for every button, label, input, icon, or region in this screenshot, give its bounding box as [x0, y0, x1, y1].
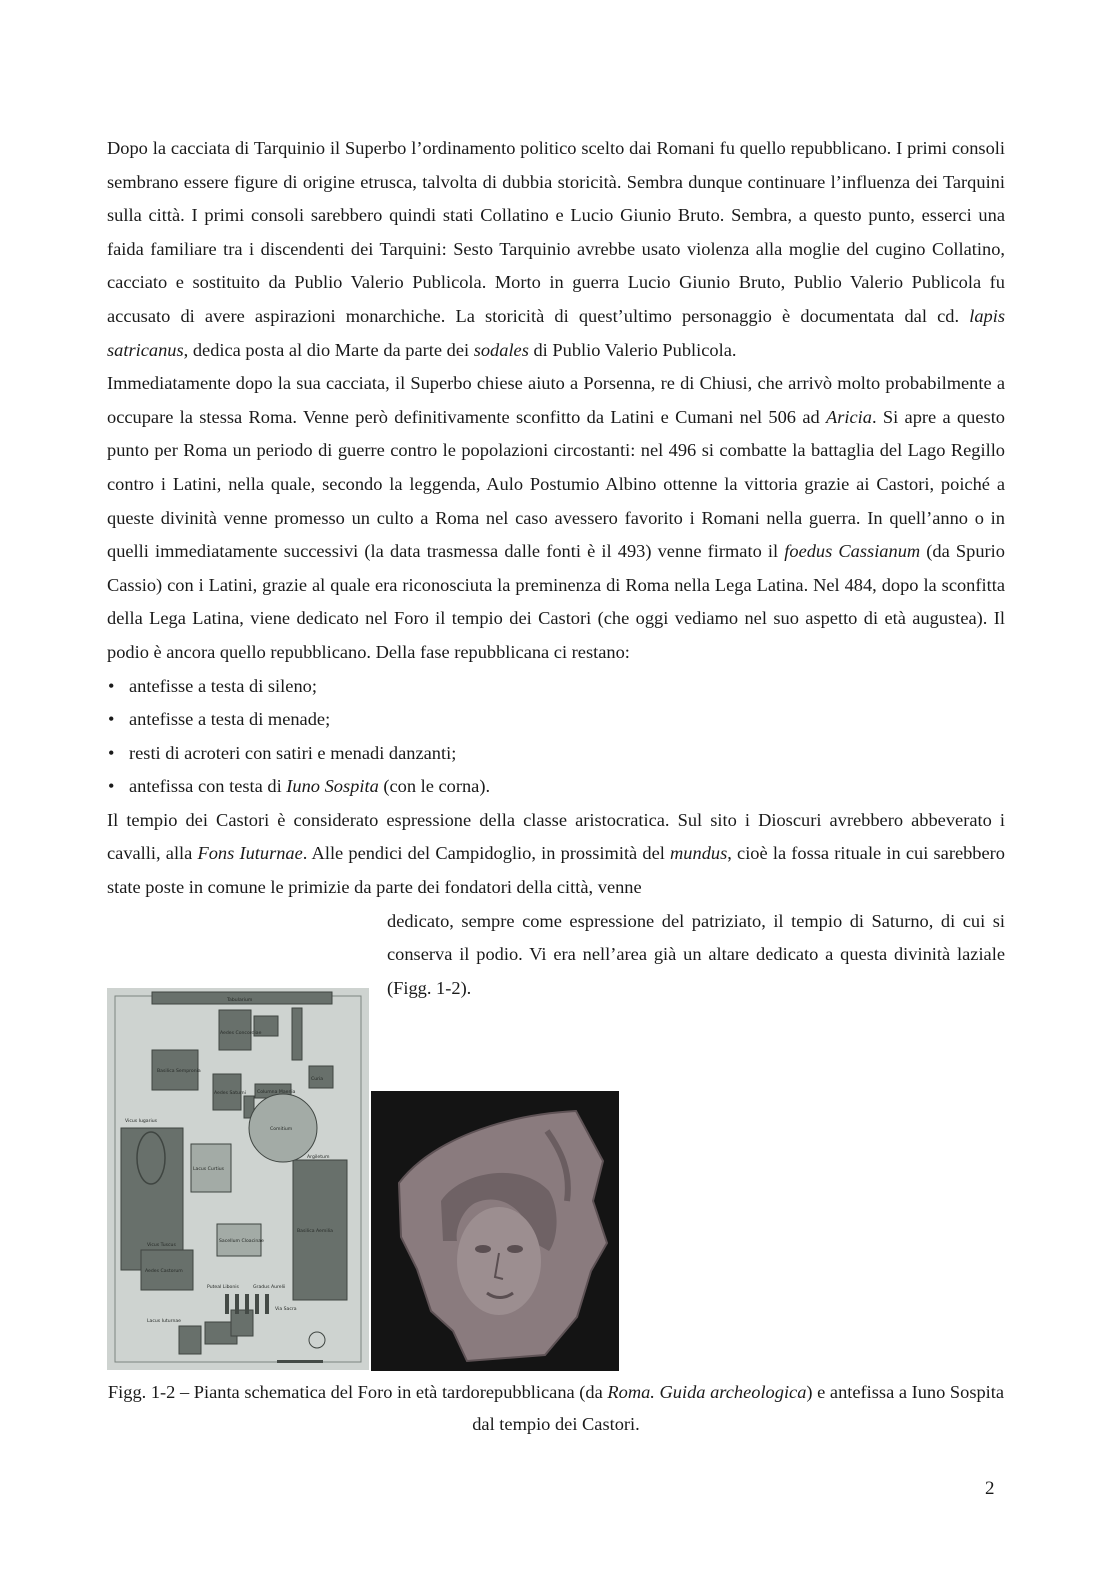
map-label-comitium: Comitium: [270, 1127, 293, 1132]
map-label-sacellum: Sacellum Cloacinae: [219, 1239, 264, 1244]
list-item: • antefissa con testa di Iuno Sospita (con le corna).: [107, 770, 1005, 804]
forum-plan-map: [107, 988, 369, 1370]
antefix-eye-right: [507, 1245, 523, 1253]
map-label-concordia: Aedes Concordiae: [220, 1031, 262, 1036]
map-label-basilica-aemilia: Basilica Aemilia: [297, 1229, 333, 1234]
map-column-5: [265, 1294, 269, 1314]
map-block-lacus-iuturnae: [179, 1326, 201, 1354]
map-label-vicus-tuscus: Vicus Tuscus: [147, 1243, 176, 1248]
list-item: • antefisse a testa di menade;: [107, 703, 1005, 737]
map-scale-bar: [277, 1360, 323, 1363]
map-label-via-sacra: Via Sacra: [275, 1307, 297, 1312]
forum-plan-figure: [107, 988, 369, 1370]
map-label-puteal: Puteal Libonis: [207, 1285, 239, 1290]
map-label-basilica-sempronia: Basilica Sempronia: [157, 1069, 201, 1074]
paragraph-consuls: Dopo la cacciata di Tarquinio il Superbo l’ordinamento politico scelto dai Romani fu quello repubblicano. I primi consoli sembrano essere figure di origine etrusca, talvolta di dubbia storicità. Sembra dunque continuare l’influenza dei Tarquini sulla città. I primi consoli sarebbero quindi stati Collatino e Lucio Giunio Bruto. Sembra, a questo punto, esserci una faida familiare tra i discendenti dei Tarquini: Sesto Tarquinio avrebbe usato violenza alla moglie del cugino Collatino, cacciato e sostituito da Publio Valerio Publicola. Morto in guerra Lucio Giunio Bruto, Publio Valerio Publicola fu accusato di avere aspirazioni monarchiche. La storicità di quest’ultimo personaggio è documentata dal cd. lapis satricanus, dedica posta al dio Marte da parte dei sodales di Publio Valerio Publicola.: [107, 138, 1005, 360]
bullet-list: [107, 670, 1005, 804]
map-label-curia: Curia: [311, 1077, 324, 1082]
antefix-photo-figure: [371, 1091, 619, 1371]
map-label-columna: Columna Maenia: [257, 1090, 296, 1095]
figure-caption: Figg. 1-2 – Pianta schematica del Foro in età tardorepubblicana (da Roma. Guida archeologica) e antefissa a Iuno Sospita dal tempio dei Castori.: [107, 1382, 1005, 1434]
paragraph-porsenna: Immediatamente dopo la sua cacciata, il Superbo chiese aiuto a Porsenna, re di Chiusi, che arrivò molto probabilmente a occupare la stessa Roma. Venne però definitivamente sconfitto da Latini e Cumani nel 506 ad Aricia. Si apre a questo punto per Roma un periodo di guerre contro le popolazioni circostanti: nel 496 si combatte la battaglia del Lago Regillo contro i Latini, nella quale, secondo la leggenda, Aulo Postumio Albino ottenne la vittoria grazie ai Castori, poiché a queste divinità venne promesso un culto a Roma nel caso avessero favorito i Romani nella guerra. In quell’anno o in quelli immediatamente successivi (la data trasmessa dalle fonti è il 493) venne firmato il foedus Cassianum (da Spurio Cassio) con i Latini, grazie al quale era riconosciuta la preminenza di Roma nella Lega Latina. Nel 484, dopo la sconfitta della Lega Latina, viene dedicato nel Foro il tempio dei Castori (che oggi vediamo nel suo aspetto di età augustea). Il podio è ancora quello repubblicano. Della fase repubblicana ci restano:: [107, 373, 1005, 662]
list-item: • resti di acroteri con satiri e menadi danzanti;: [107, 737, 1005, 771]
map-column-2: [235, 1294, 239, 1314]
map-block-clivus: [292, 1008, 302, 1060]
page-number: 2: [985, 1478, 995, 1499]
antefix-photo: [371, 1091, 619, 1371]
map-label-lacus-curtius: Lacus Curtius: [193, 1167, 225, 1172]
map-label-argiletum: Argiletum: [307, 1155, 330, 1160]
body-text: [107, 132, 1005, 1005]
map-label-gradus: Gradus Aurelii: [253, 1285, 286, 1290]
map-block-concordia: [219, 1010, 251, 1050]
map-column-3: [245, 1294, 249, 1314]
map-column-4: [255, 1294, 259, 1314]
map-label-aedes-saturni: Aedes Saturni: [214, 1091, 246, 1096]
list-item: • antefisse a testa di sileno;: [107, 670, 1005, 704]
map-label-lacus-iuturnae: Lacus Iuturnae: [147, 1319, 182, 1324]
map-column-1: [225, 1294, 229, 1314]
antefix-eye-left: [475, 1245, 491, 1253]
map-label-aedes-castorum: Aedes Castorum: [145, 1269, 183, 1274]
paragraph-saturno: dedicato, sempre come espressione del patriziato, il tempio di Saturno, di cui si conserva il podio. Vi era nell’area già un altare dedicato a questa divinità laziale (Figg. 1-2).: [387, 910, 1005, 998]
map-label-vicus-iugarius: Vicus Iugarius: [125, 1119, 158, 1124]
map-label-tabularium: Tabularium: [227, 998, 253, 1003]
paragraph-castori: Il tempio dei Castori è considerato espressione della classe aristocratica. Sul sito i Dioscuri avrebbero abbeverato i cavalli, alla Fons Iuturnae. Alle pendici del Campidoglio, in prossimità del mundus, cioè la fossa rituale in cui sarebbero state poste in comune le primizie da parte dei fondatori della città, venne: [107, 809, 1005, 898]
map-block-forum-square: [121, 1128, 183, 1270]
map-block-puteal: [231, 1310, 253, 1336]
